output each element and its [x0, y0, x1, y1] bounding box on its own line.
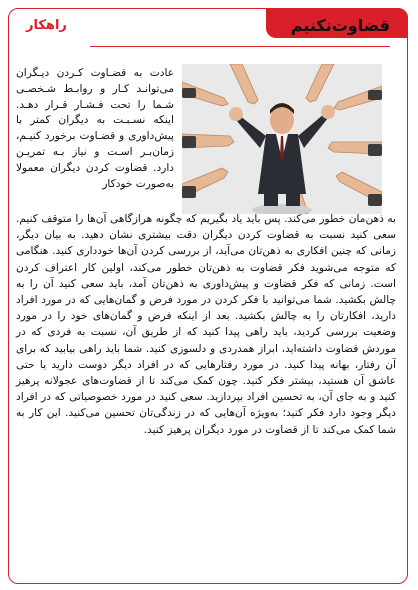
article-photo: [182, 64, 382, 214]
section-label: راهکار: [26, 18, 67, 33]
pointing-hands-illustration: [182, 64, 382, 214]
body-paragraph: به ذهن‌مان خطور می‌کند. پس باید یاد بگیریم که چگونه هرازگاهی آن‌ها را متوقف کنیم. سعی کنید نسبت به قضاوت کردن دیگران دقت بیشتری نشان دهید. به بیان دیگر، زمانی که چنین افکاری به ذهن‌تان می‌آید، از بررسی کردن آن‌ها خودداری کنید. هنگامی که متوجه می‌شوید فکر قضاوت به ذهن‌تان خطور می‌کند، اولین کار اعتراف کردن است. زمانی که فکر قضاوت و پیش‌داوری به ذهن‌تان آمد، باید سعی کنید آن را به چالش بکشید. شما می‌توانید با فکر کردن در مورد فرض و گمان‌هایی که در مورد افراد دارید، افکارتان را به چالش بکشید. بعد از اینکه فرض و گمان‌های خود را در مورد وضعیت بررسی کردید، باید راهی پیدا کنید که از طریق آن، نسبت به فردی که در موردش قضاوت داشته‌اید، ابراز همدردی و دلسوزی کنید. شما باید راهی بیابید که برای آن رفتار، بهانه پیدا کنید. در مورد رفتارهایی که در افراد دیگر دوست دارید یا حتی عاشق آن هستید، بیشتر فکر کنید. چون کمک می‌کند تا از قضاوت‌های عجولانه پرهیز کنید و به جای آن، به تحسین افراد بپردازید. سعی کنید در مورد خصوصیاتی که در افراد دیگر وجود دارد فکر کنید؛ به‌ویژه آن‌هایی که در زندگی‌تان تحسین می‌کنید. این کار به شما کمک می‌کند تا از قضاوت در مورد دیگران پرهیز کنید.: [16, 213, 396, 436]
intro-paragraph: عادت به قضـاوت کـردن دیـگران می‌توانـد کـار و روابـط شـخصـی شـما را تحت فـشـار قـرار دهـد. اینکه نسـبـت به دیگران کمتر با پیش‌داوری و قضـاوت برخورد کنیـم، زمان‌بـر اسـت و نیاز بـه تمریـن دارد. قضاوت کردن دیگران معمولا به‌صورت خودکار: [16, 67, 174, 190]
article-title: قضاوت‌نکنیم: [290, 16, 390, 35]
header-divider: [90, 46, 390, 47]
